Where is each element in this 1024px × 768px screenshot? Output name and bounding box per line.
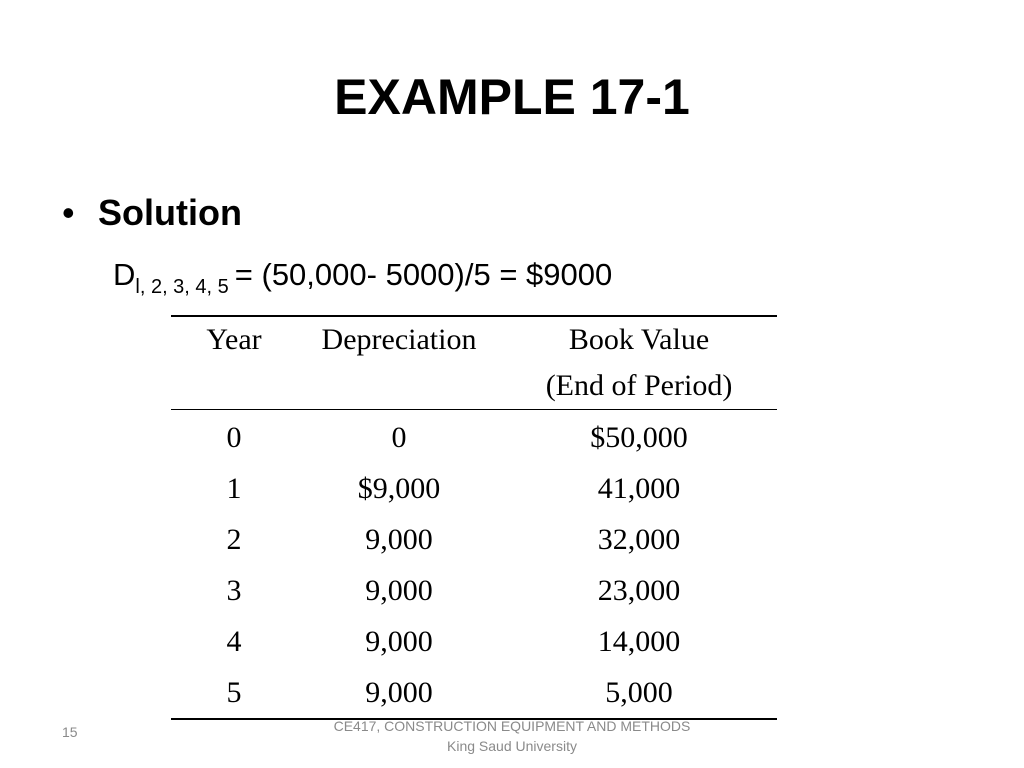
depreciation-table-container — [171, 315, 777, 720]
cell-book-value: 14,000 — [597, 625, 681, 658]
table-row — [171, 463, 777, 514]
depreciation-table — [171, 315, 777, 720]
cell-depreciation: $9,000 — [357, 472, 441, 505]
table-row — [171, 514, 777, 565]
cell-depreciation: 9,000 — [365, 625, 433, 658]
depreciation-formula — [113, 250, 612, 312]
header-year-blank — [171, 363, 297, 410]
bullet-text: Solution — [98, 192, 242, 233]
cell-year: 3 — [226, 574, 242, 607]
formula-symbol: D — [113, 257, 136, 292]
header-depreciation: Depreciation — [297, 316, 501, 363]
cell-book-value: 32,000 — [597, 523, 681, 556]
header-depreciation-blank — [297, 363, 501, 410]
bullet-dot-icon: • — [62, 192, 75, 233]
formula-subscript: l, 2, 3, 4, 5 — [135, 276, 229, 298]
cell-depreciation: 9,000 — [365, 574, 433, 607]
formula-expression: = (50,000- 5000)/5 = $9000 — [234, 257, 613, 292]
cell-depreciation: 0 — [391, 421, 407, 454]
table-row — [171, 410, 777, 464]
cell-year: 0 — [226, 421, 242, 454]
cell-year: 1 — [226, 472, 242, 505]
header-book-value: Book Value — [501, 316, 777, 363]
cell-depreciation: 9,000 — [365, 523, 433, 556]
table-row — [171, 565, 777, 616]
table-row — [171, 616, 777, 667]
cell-year: 2 — [226, 523, 242, 556]
footer-text — [300, 716, 724, 756]
table-row — [171, 667, 777, 719]
cell-depreciation: 9,000 — [297, 667, 501, 719]
footer-university: King Saud University — [447, 738, 577, 754]
slide-title: EXAMPLE 17-1 — [334, 69, 690, 125]
header-book-value-sub: (End of Period) — [501, 363, 777, 410]
cell-book-value: 23,000 — [597, 574, 681, 607]
cell-year: 4 — [226, 625, 242, 658]
page-number: 15 — [62, 724, 78, 740]
footer-course: CE417, CONSTRUCTION EQUIPMENT AND METHODS — [333, 718, 691, 734]
cell-book-value: 5,000 — [501, 667, 777, 719]
cell-book-value: $50,000 — [590, 421, 688, 454]
bullet-solution — [62, 188, 242, 238]
header-year: Year — [171, 316, 297, 363]
cell-book-value: 41,000 — [597, 472, 681, 505]
cell-year: 5 — [171, 667, 297, 719]
